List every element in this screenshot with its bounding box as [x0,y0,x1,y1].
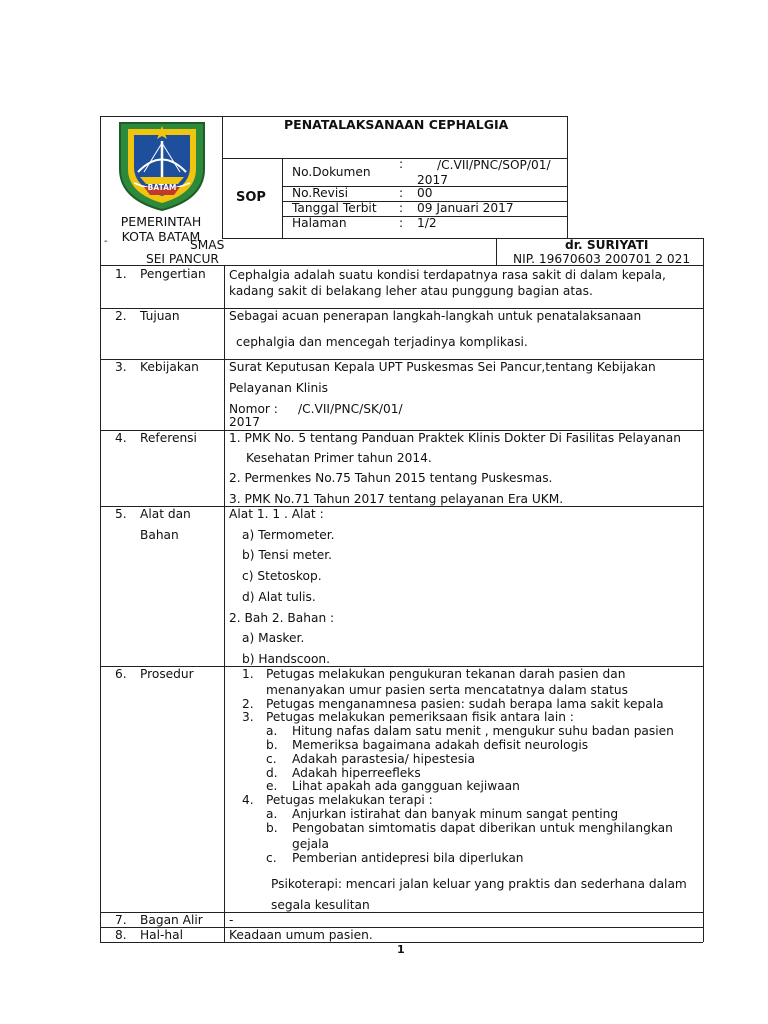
section-text-line: Cephalgia adalah suatu kondisi terdapatnya rasa sakit di dalam kepala, [229,268,666,282]
section-value: Keadaan umum pasien. [229,928,373,942]
puskesmas-fragment: SMAS [190,238,225,252]
step-text: Petugas melakukan pengukuran tekanan darah pasien dan [266,667,626,681]
section-label: Bahan [140,528,179,542]
step-text: menanyakan umur pasien serta mencatatnya dalam status [266,683,628,697]
list-item: d) Alat tulis. [242,590,316,604]
row-border-s8 [100,927,703,928]
sub-step-letter: d. [266,766,278,780]
section-number: 1. [115,267,127,281]
step-number: 2. [242,697,254,711]
section-label: Alat dan [140,507,191,521]
sub-step-letter: a. [266,724,278,738]
section-text-line: Pelayanan Klinis [229,381,328,395]
logo-cell-border [222,116,223,238]
doc-number-value: /C.VII/PNC/SOP/01/ [437,158,551,172]
doc-number-year: 2017 [417,173,449,187]
doc-number-label: No.Dokumen [292,165,371,179]
label-column-border [224,265,225,942]
list-item: a) Masker. [242,631,305,645]
issue-date-label: Tanggal Terbit [292,201,377,215]
sop-label: SOP [236,190,266,205]
step-number: 4. [242,793,254,807]
signer-nip: NIP. 19670603 200701 2 021 [513,252,691,266]
section-number: 6. [115,667,127,681]
sub-step-letter: c. [266,851,277,865]
sub-step-text: Pengobatan simtomatis dapat diberikan untuk menghilangkan [292,821,673,835]
section-number: 2. [115,309,127,323]
section-text-line: kadang sakit di belakang leher atau punggung bagian atas. [229,284,593,298]
sub-step-text: Hitung nafas dalam satu menit , mengukur suhu badan pasien [292,724,674,738]
list-item: Alat 1. 1 . Alat : [229,507,324,521]
header-border-right [567,116,568,238]
sub-step-letter: b. [266,821,278,835]
section-label: Kebijakan [140,360,199,374]
list-item: a) Termometer. [242,528,335,542]
list-item: c) Stetoskop. [242,569,322,583]
step-text: Petugas melakukan pemeriksaan fisik antara lain : [266,710,574,724]
section-number: 8. [115,928,127,942]
step-text: Petugas melakukan terapi : [266,793,433,807]
sub-step-text: Anjurkan istirahat dan banyak minum sangat penting [292,807,619,821]
page-sep: : [399,216,404,230]
sub-step-text: Memeriksa bagaimana adakah defisit neurologis [292,738,589,752]
page-value: 1/2 [417,216,437,230]
list-item: 2. Bah 2. Bahan : [229,611,335,625]
section-text-line: 1. PMK No. 5 tentang Panduan Praktek Klinis Dokter Di Fasilitas Pelayanan [229,431,681,445]
revision-sep: : [399,186,404,200]
psikoterapi-line: segala kesulitan [271,898,370,912]
section-number: 4. [115,431,127,445]
section-number: 7. [115,913,127,927]
sub-step-letter: e. [266,779,278,793]
sub-step-text: Pemberian antidepresi bila diperlukan [292,851,524,865]
section-text-line: /C.VII/PNC/SK/01/ [298,402,403,416]
page-label: Halaman [292,216,347,230]
step-text: Petugas menganamnesa pasien: sudah berapa lama sakit kepala [266,697,664,711]
sub-step-letter: a. [266,807,278,821]
revision-label: No.Revisi [292,186,348,200]
logo-mark: - [104,236,108,247]
issuer-line-1: PEMERINTAH [120,214,202,229]
sub-step-text: gejala [292,837,329,851]
issue-date-sep: : [399,201,404,215]
section-number: 3. [115,360,127,374]
section-label: Referensi [140,431,197,445]
list-item: b) Tensi meter. [242,548,332,562]
section-text-line: Surat Keputusan Kepala UPT Puskesmas Sei Pancur,tentang Kebijakan [229,360,656,374]
table-border-right [703,238,704,942]
section-text-line: 2017 [229,415,261,429]
revision-value: 00 [417,186,433,200]
section-label: Pengertian [140,267,206,281]
section-text-line: Kesehatan Primer tahun 2014. [246,451,432,465]
list-item: b) Handscoon. [242,652,331,666]
section-label: Hal-hal [140,928,183,942]
issue-date-value: 09 Januari 2017 [417,201,514,215]
page-number: 1 [397,943,405,956]
section-value: - [229,913,234,927]
step-number: 1. [242,667,254,681]
section-text-line: Sebagai acuan penerapan langkah-langkah untuk penatalaksanaan [229,309,642,323]
sub-step-text: Adakah parastesia/ hipestesia [292,752,475,766]
section-number: 5. [115,507,127,521]
sub-step-text: Adakah hiperreefleks [292,766,421,780]
issuer-line-2: KOTA BATAM [121,229,201,244]
section-text-line: cephalgia dan mencegah terjadinya komplikasi. [236,335,528,349]
psikoterapi-line: Psikoterapi: mencari jalan keluar yang praktis dan sederhana dalam [271,877,687,891]
section-label: Prosedur [140,667,194,681]
signer-name: dr. SURIYATI [565,238,649,252]
sub-step-letter: b. [266,738,278,752]
logo-band-text: BATAM [147,183,177,192]
puskesmas-name: SEI PANCUR [146,252,219,266]
section-label: Bagan Alir [140,913,203,927]
section-label: Tujuan [140,309,180,323]
section-text-line: Nomor : [229,402,278,416]
section-text-line: 3. PMK No.71 Tahun 2017 tentang pelayanan Era UKM. [229,492,564,506]
kota-batam-logo [114,117,210,213]
document-title: PENATALAKSANAAN CEPHALGIA [284,117,509,132]
sub-step-letter: c. [266,752,277,766]
sub-step-text: Lihat apakah ada gangguan kejiwaan [292,779,520,793]
step-number: 3. [242,710,254,724]
doc-number-sep: : [399,157,404,171]
signer-cell-border [496,238,497,265]
sop-cell-border [282,158,283,238]
section-text-line: 2. Permenkes No.75 Tahun 2015 tentang Puskesmas. [229,471,553,485]
